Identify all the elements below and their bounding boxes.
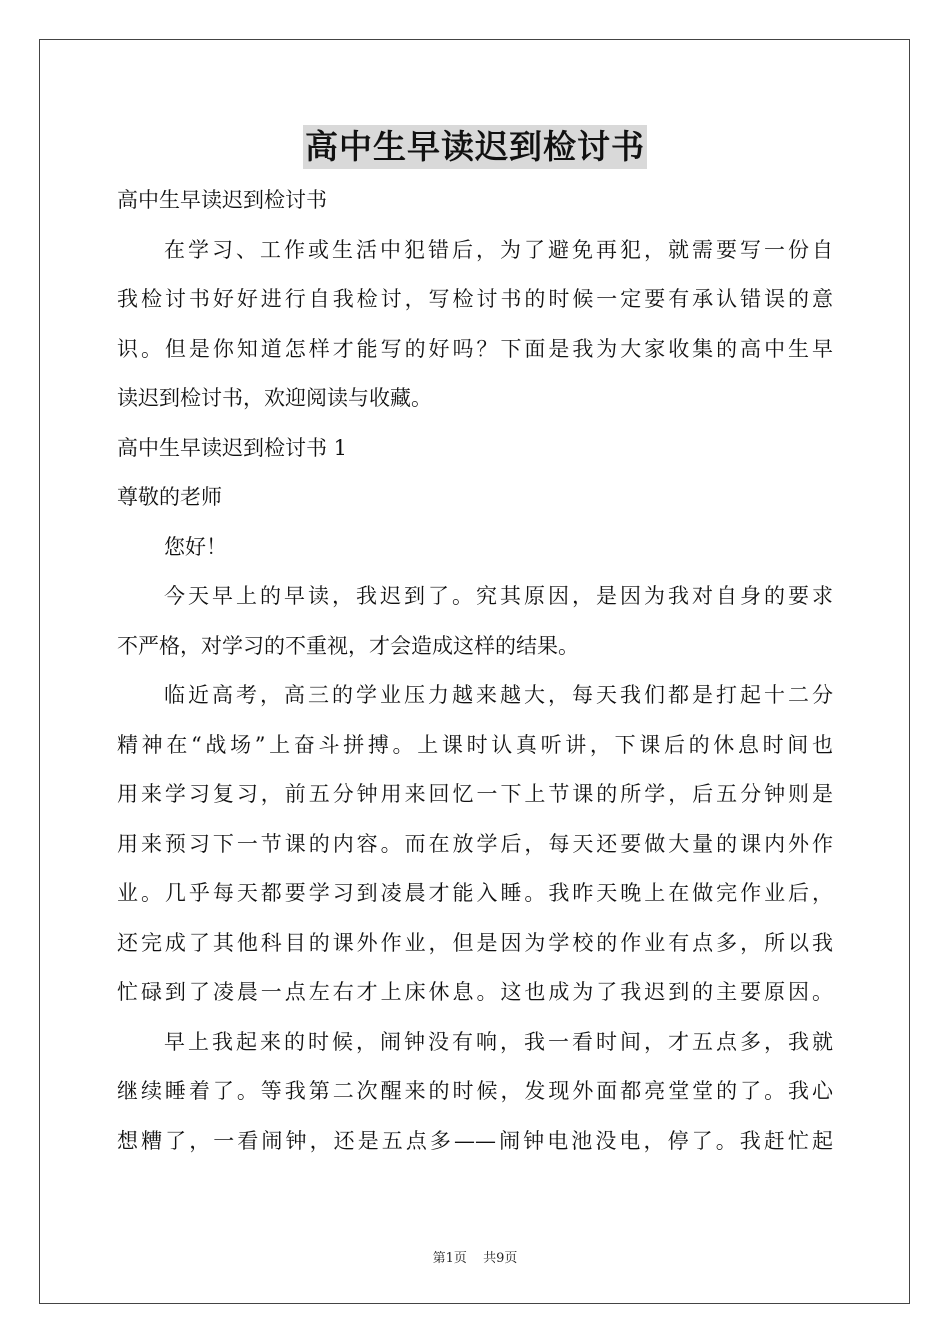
section-heading: 高中生早读迟到检讨书 1 bbox=[117, 435, 348, 460]
paragraph-line: 用来学习复习，前五分钟用来回忆一下上节课的所学，后五分钟则是 bbox=[117, 782, 833, 806]
paragraph-line: 今天早上的早读，我迟到了。究其原因，是因为我对自身的要求 bbox=[164, 584, 833, 608]
paragraph-line: 用来预习下一节课的内容。而在放学后，每天还要做大量的课内外作 bbox=[117, 831, 833, 856]
paragraph-line: 读迟到检讨书，欢迎阅读与收藏。 bbox=[117, 386, 432, 410]
page-number: 第1页 bbox=[432, 1251, 467, 1266]
page-total: 共9页 bbox=[483, 1251, 518, 1266]
paragraph-line: 不严格，对学习的不重视，才会造成这样的结果。 bbox=[117, 633, 579, 658]
subtitle-line: 高中生早读迟到检讨书 bbox=[117, 188, 327, 212]
paragraph-line: 继续睡着了。等我第二次醒来的时候，发现外面都亮堂堂的了。我心 bbox=[117, 1079, 833, 1103]
title-container bbox=[0, 125, 950, 169]
paragraph-line: 精神在“战场”上奋斗拼搏。上课时认真听讲，下课后的休息时间也 bbox=[117, 732, 833, 757]
paragraph-line: 识。但是你知道怎样才能写的好吗？下面是我为大家收集的高中生早 bbox=[117, 336, 833, 361]
paragraph-line: 我检讨书好好进行自我检讨，写检讨书的时候一定要有承认错误的意 bbox=[117, 287, 833, 311]
paragraph-line: 在学习、工作或生活中犯错后，为了避免再犯，就需要写一份自 bbox=[164, 237, 833, 262]
paragraph-line: 早上我起来的时候，闹钟没有响，我一看时间，才五点多，我就 bbox=[164, 1029, 833, 1054]
paragraph-line: 还完成了其他科目的课外作业，但是因为学校的作业有点多，所以我 bbox=[117, 930, 833, 955]
page-footer bbox=[0, 1247, 950, 1266]
paragraph-line: 临近高考，高三的学业压力越来越大，每天我们都是打起十二分 bbox=[164, 683, 833, 707]
paragraph-line: 想糟了，一看闹钟，还是五点多——闹钟电池没电，停了。我赶忙起 bbox=[117, 1128, 833, 1153]
document-body bbox=[117, 176, 833, 1166]
greeting-line: 您好！ bbox=[164, 534, 227, 559]
paragraph-line: 忙碌到了凌晨一点左右才上床休息。这也成为了我迟到的主要原因。 bbox=[117, 980, 833, 1004]
document-title: 高中生早读迟到检讨书 bbox=[303, 125, 647, 169]
paragraph-line: 业。几乎每天都要学习到凌晨才能入睡。我昨天晚上在做完作业后， bbox=[117, 881, 833, 905]
salutation-line: 尊敬的老师 bbox=[117, 485, 222, 509]
